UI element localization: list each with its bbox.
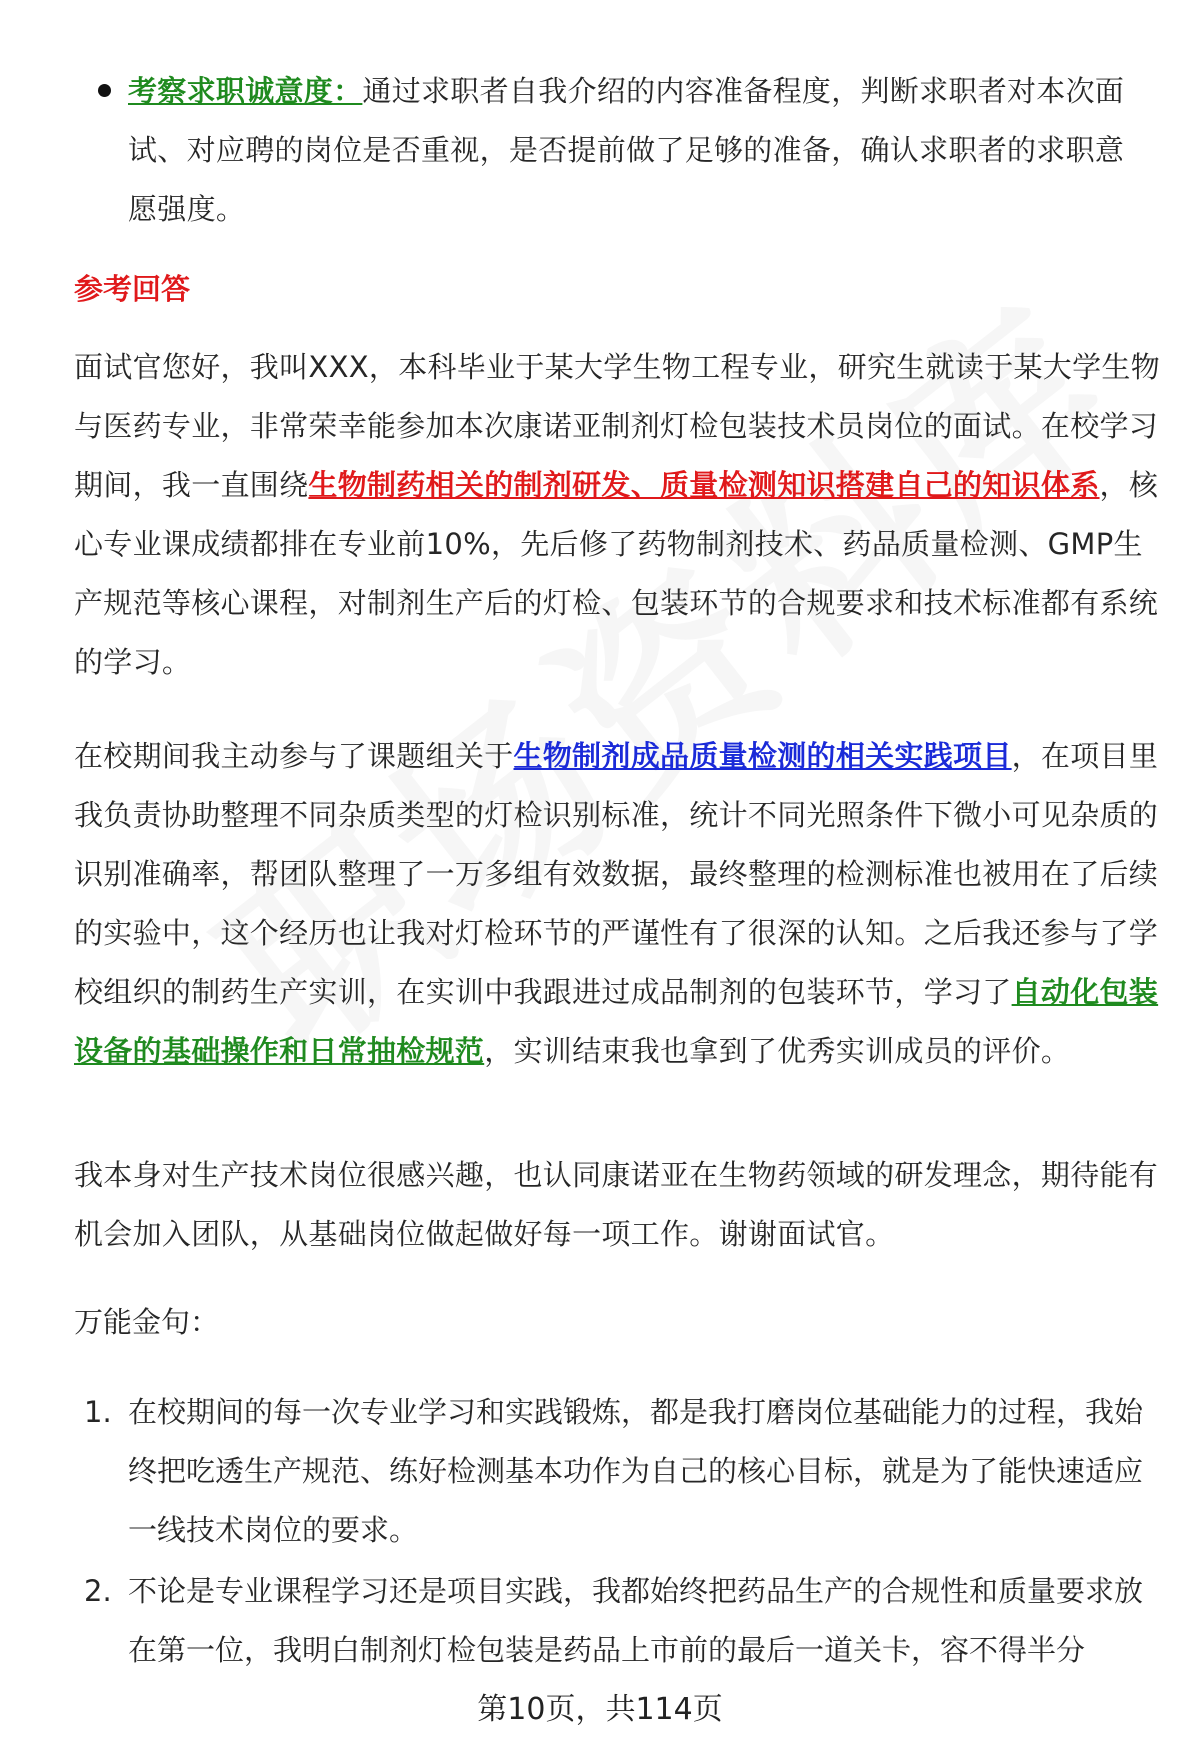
list-item-number: 2.	[84, 1574, 112, 1608]
list-item: 在校期间的每一次专业学习和实践锻炼，都是我打磨岗位基础能力的过程，我始终把吃透生产规范、练好检测基本功作为自己的核心目标，就是为了能快速适应一线技术岗位的要求。	[128, 1395, 1144, 1547]
answer-p2-keyword-1: 生物制剂成品质量检测的相关实践项目	[513, 739, 1012, 773]
golden-sentences-title: 万能金句：	[74, 1305, 220, 1339]
list-item: 不论是专业课程学习还是项目实践，我都始终把药品生产的合规性和质量要求放在第一位，我明白制剂灯检包装是药品上市前的最后一道关卡，容不得半分	[128, 1574, 1144, 1667]
criteria-bullet	[128, 62, 1148, 239]
answer-p1-text-b: ，核心专业课成绩都排在专业前10%，先后修了药物制剂技术、药品质量检测、GMP生产规范等核心课程，对制剂生产后的灯检、包装环节的合规要求和技术标准都有系统的学习。	[74, 468, 1159, 679]
answer-p2-text-c: ，实训结束我也拿到了优秀实训成员的评价。	[484, 1034, 1071, 1068]
answer-p1-text-a: 面试官您好，我叫XXX，本科毕业于某大学生物工程专业，研究生就读于某大学生物与医药专业，非常荣幸能参加本次康诺亚制剂灯检包装技术员岗位的面试。在校学习期间，我一直围绕	[74, 350, 1161, 502]
reference-heading: 参考回答	[74, 272, 191, 306]
answer-paragraph-1	[74, 338, 1164, 692]
answer-paragraph-2	[74, 727, 1164, 1081]
answer-p2-text-a: 在校期间我主动参与了课题组关于	[74, 739, 514, 773]
bullet-icon	[98, 84, 111, 97]
answer-p2-keyword-2: 自动化包装设备的基础操作和日常抽检规范	[74, 975, 1159, 1068]
answer-p1-keyword: 生物制药相关的制剂研发、质量检测知识搭建自己的知识体系	[308, 468, 1100, 502]
answer-paragraph-3: 我本身对生产技术岗位很感兴趣，也认同康诺亚在生物药领域的研发理念，期待能有机会加入团队，从基础岗位做起做好每一项工作。谢谢面试官。	[74, 1158, 1159, 1251]
criteria-keyword: 考察求职诚意度：	[128, 74, 363, 108]
page-footer: 第10页，共114页	[477, 1692, 723, 1727]
list-item-number: 1.	[84, 1395, 112, 1429]
answer-p2-text-b: ，在项目里我负责协助整理不同杂质类型的灯检识别标准，统计不同光照条件下微小可见杂质的识别准确率，帮团队整理了一万多组有效数据，最终整理的检测标准也被用在了后续的实验中，这个经历也让我对灯检环节的严谨性有了很深的认知。之后我还参与了学校组织的制药生产实训，在实训中我跟进过成品制剂的包装环节，学习了	[74, 739, 1159, 1009]
criteria-text: 通过求职者自我介绍的内容准备程度，判断求职者对本次面试、对应聘的岗位是否重视，是否提前做了足够的准备，确认求职者的求职意愿强度。	[128, 74, 1125, 226]
